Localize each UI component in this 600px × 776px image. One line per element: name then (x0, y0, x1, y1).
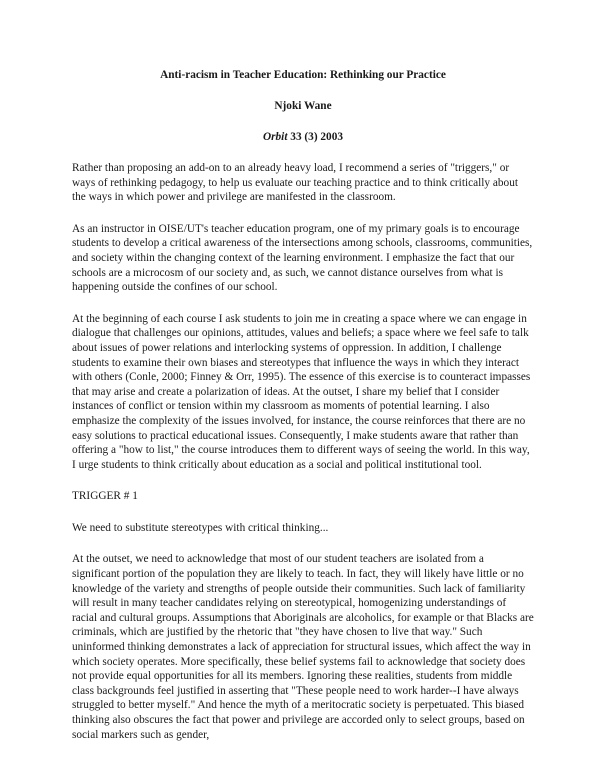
document-page (72, 68, 534, 759)
journal-name: Orbit (262, 131, 288, 143)
document-title: Anti-racism in Teacher Education: Rethinking our Practice (160, 69, 446, 81)
paragraph-trigger-body: At the outset, we need to acknowledge that most of our student teachers are isolated from a significant portion of the population they are likely to teach. In fact, they will likely have little or no knowledge of the variety and strengths of people outside their communities. Such lack of familiarity will result in many teacher candidates relying on stereotypical, homogenizing understandings of racial and cultural groups. Assumptions that Aboriginals are alcoholics, for example or that Blacks are criminals, which are justified by the rhetoric that "they have chosen to live that way." Such uninformed thinking demonstrates a lack of appreciation for structural issues, which affect the way in which society operates. More specifically, these belief systems fail to acknowledge that society does not provide equal opportunities for all its members. Ignoring these realities, students from middle class backgrounds feel justified in asserting that "These people need to work harder--I have always struggled to better myself." And hence the myth of a meritocratic society is perpetuated. This biased thinking also obscures the fact that power and privilege are accorded only to select groups, based on social markers such as gender, (72, 553, 534, 741)
paragraph-course-beginning: At the beginning of each course I ask students to join me in creating a space where we can engage in dialogue that challenges our opinions, attitudes, values and beliefs; a space where we feel safe to talk about issues of power relations and interlocking systems of oppression. In addition, I challenge students to examine their own biases and stereotypes that influence the ways in which they interact with others (Conle, 2000; Finney & Orr, 1995). The essence of this exercise is to counteract impasses that may arise and create a polarization of ideas. At the outset, I share my belief that I consider instances of conflict or tension within my classroom as moments of potential learning. I also emphasize the complexity of the issues involved, for instance, the course reinforces that there are no easy solutions to practical educational issues. Consequently, I make students aware that rather than offering a "how to list," the course introduces them to different ways of seeing the world. In this way, I urge students to think critically about education as a social and political institutional tool. (72, 312, 531, 471)
paragraph-instructor: As an instructor in OISE/UT's teacher education program, one of my primary goals is to encourage students to develop a critical awareness of the intersections among schools, classrooms, communities, and society within the changing context of the learning environment. I emphasize the fact that our schools are a microcosm of our society and, as such, we cannot distance ourselves from what is happening outside the confines of our school. (72, 222, 533, 294)
document-citation (72, 130, 534, 144)
document-author: Njoki Wane (274, 100, 332, 112)
trigger-lead: We need to substitute stereotypes with critical thinking... (72, 521, 329, 534)
citation-details: 33 (3) 2003 (287, 131, 344, 143)
trigger-heading: TRIGGER # 1 (72, 490, 138, 503)
paragraph-intro: Rather than proposing an add-on to an already heavy load, I recommend a series of "triggers," or ways of rethinking pedagogy, to help us evaluate our teaching practice and to think critically about the ways in which power and privilege are manifested in the classroom. (72, 162, 518, 204)
